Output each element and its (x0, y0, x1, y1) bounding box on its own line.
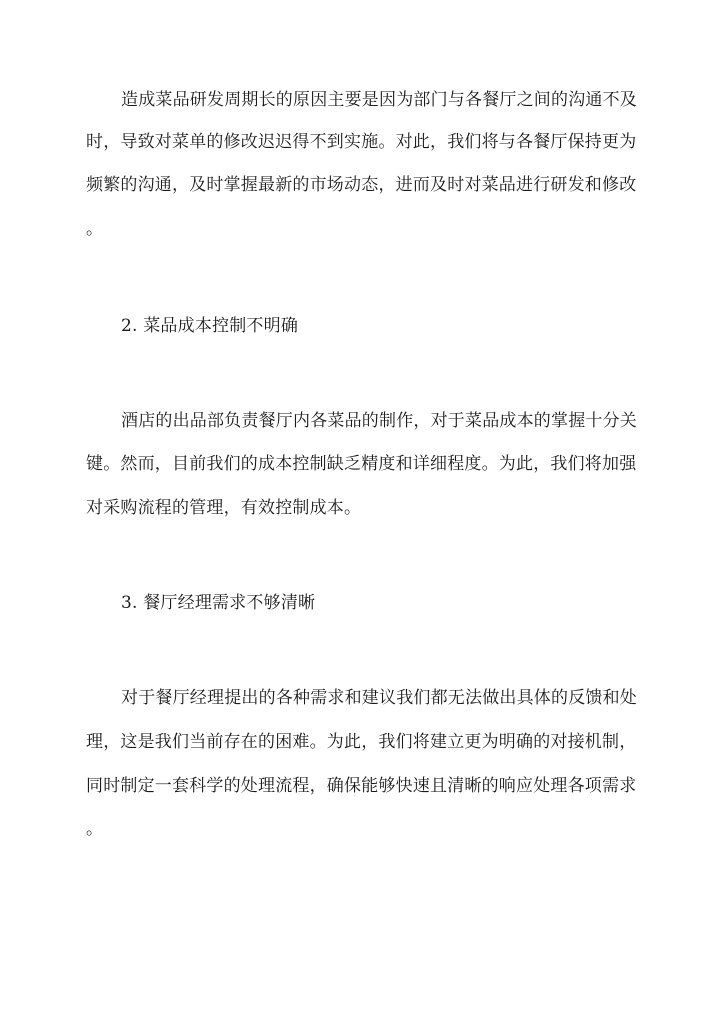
paragraph-1-line-1: 造成菜品研发周期长的原因主要是因为部门与各餐厅之间的沟通不及 (121, 90, 637, 110)
paragraph-2-line-1: 酒店的出品部负责餐厅内各菜品的制作，对于菜品成本的掌握十分关 (121, 411, 637, 431)
section-heading-2: 2. 菜品成本控制不明确 (121, 316, 299, 336)
paragraph-3-line-4: 。 (86, 819, 104, 839)
paragraph-3-line-3: 同时制定一套科学的处理流程，确保能够快速且清晰的响应处理各项需求 (86, 776, 637, 796)
paragraph-2-line-2: 键。然而，目前我们的成本控制缺乏精度和详细程度。为此，我们将加强 (86, 454, 637, 474)
paragraph-1-line-2: 时，导致对菜单的修改迟迟得不到实施。对此，我们将与各餐厅保持更为 (86, 132, 637, 152)
paragraph-3-line-1: 对于餐厅经理提出的各种需求和建议我们都无法做出具体的反馈和处 (121, 688, 637, 708)
paragraph-1-line-4: 。 (86, 219, 104, 239)
paragraph-1-line-3: 频繁的沟通，及时掌握最新的市场动态，进而及时对菜品进行研发和修改 (86, 175, 637, 195)
paragraph-3-line-2: 理，这是我们当前存在的困难。为此，我们将建立更为明确的对接机制， (86, 732, 637, 752)
section-heading-3: 3. 餐厅经理需求不够清晰 (121, 593, 316, 613)
paragraph-2-line-3: 对采购流程的管理，有效控制成本。 (86, 498, 362, 518)
